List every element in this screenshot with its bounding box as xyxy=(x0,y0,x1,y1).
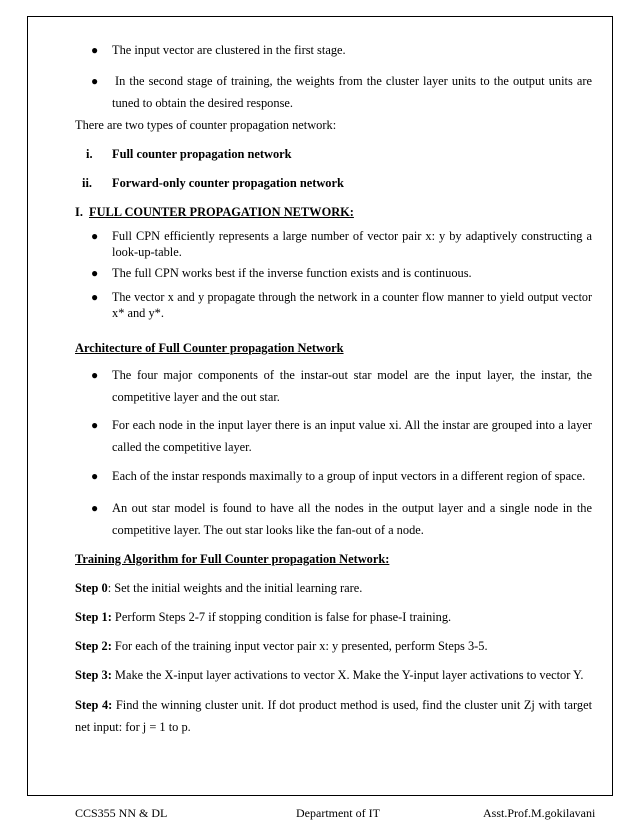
bullet-icon: ● xyxy=(91,266,99,280)
list-item: An out star model is found to have all the nodes in the output layer and a single node in the xyxy=(112,501,592,515)
step-2 xyxy=(75,639,488,654)
list-item: The four major components of the instar-out star model are the input layer, the instar, the xyxy=(112,368,592,382)
step-text: Find the winning cluster unit. If dot product method is used, find the cluster unit Zj with target xyxy=(112,698,593,712)
step-label: Step 1: xyxy=(75,610,112,624)
list-number: i. xyxy=(86,147,93,161)
list-item: Forward-only counter propagation network xyxy=(112,176,344,190)
step-separator: : xyxy=(107,581,112,595)
bullet-icon: ● xyxy=(91,501,99,515)
training-heading: Training Algorithm for Full Counter propagation Network: xyxy=(75,552,390,566)
step-4-continuation: net input: for j = 1 to p. xyxy=(75,720,191,734)
step-1 xyxy=(75,610,451,625)
step-label: Step 4: xyxy=(75,698,113,712)
types-intro: There are two types of counter propagation network: xyxy=(75,118,337,132)
list-item: Full counter propagation network xyxy=(112,147,292,161)
step-3 xyxy=(75,668,583,683)
step-label: Step 0 xyxy=(75,581,108,595)
step-text: Set the initial weights and the initial learning rare. xyxy=(111,581,363,595)
list-item-continuation: x* and y*. xyxy=(112,306,164,320)
list-item: Each of the instar responds maximally to a group of input vectors in a different region of space. xyxy=(112,469,586,483)
list-item: Full CPN efficiently represents a large number of vector pair x: y by adaptively constructing a xyxy=(112,229,592,243)
bullet-icon: ● xyxy=(91,469,99,483)
section-number: I. xyxy=(75,205,83,219)
footer-department: Department of IT xyxy=(296,806,380,820)
footer-author: Asst.Prof.M.gokilavani xyxy=(483,806,596,820)
step-0 xyxy=(75,581,362,596)
list-item: The full CPN works best if the inverse function exists and is continuous. xyxy=(112,266,472,280)
step-text: Perform Steps 2-7 if stopping condition is false for phase-I training. xyxy=(111,610,452,624)
bullet-icon: ● xyxy=(91,290,99,304)
list-item: For each node in the input layer there is an input value xi. All the instar are grouped into a layer xyxy=(112,418,592,432)
footer-course: CCS355 NN & DL xyxy=(75,806,168,820)
list-item: In the second stage of training, the weights from the cluster layer units to the output units are xyxy=(115,74,592,88)
list-item-continuation: competitive layer. The out star looks like the fan-out of a node. xyxy=(112,523,424,537)
step-label: Step 2: xyxy=(75,639,112,653)
step-text: For each of the training input vector pair x: y presented, perform Steps 3-5. xyxy=(111,639,488,653)
list-item-continuation: called the competitive layer. xyxy=(112,440,252,454)
list-item: The input vector are clustered in the first stage. xyxy=(112,43,346,57)
list-item-continuation: look-up-table. xyxy=(112,245,182,259)
step-label: Step 3: xyxy=(75,668,112,682)
list-item-continuation: tuned to obtain the desired response. xyxy=(112,96,293,110)
bullet-icon: ● xyxy=(91,368,99,382)
bullet-icon: ● xyxy=(91,229,99,243)
bullet-icon: ● xyxy=(91,43,99,57)
step-4 xyxy=(75,698,592,713)
bullet-icon: ● xyxy=(91,418,99,432)
bullet-icon: ● xyxy=(91,74,99,88)
list-number: ii. xyxy=(82,176,92,190)
list-item: The vector x and y propagate through the network in a counter flow manner to yield output vector xyxy=(112,290,592,304)
list-item-continuation: competitive layer and the out star. xyxy=(112,390,280,404)
section-title: FULL COUNTER PROPAGATION NETWORK: xyxy=(89,205,354,219)
step-text: Make the X-input layer activations to vector X. Make the Y-input layer activations to vector Y. xyxy=(111,668,584,682)
architecture-heading: Architecture of Full Counter propagation Network xyxy=(75,341,344,355)
